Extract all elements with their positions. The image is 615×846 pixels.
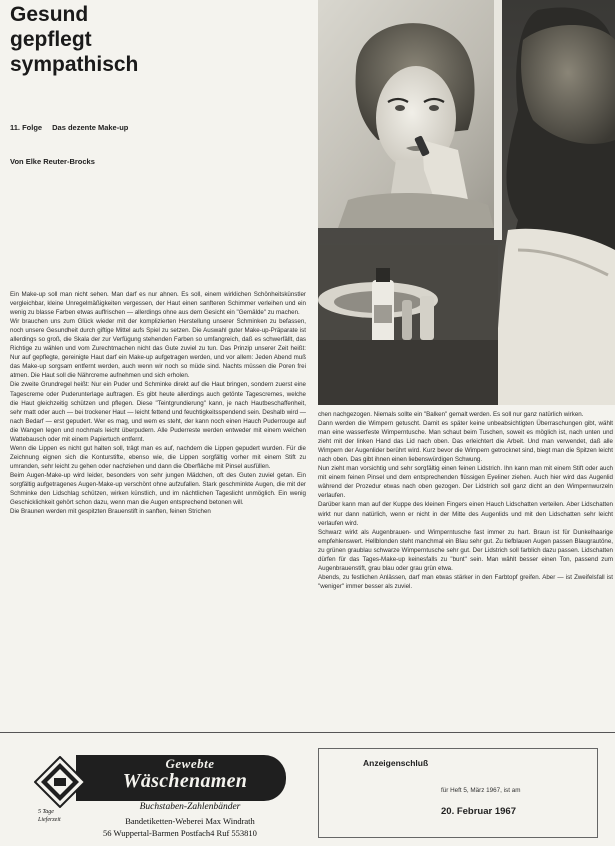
byline: Von Elke Reuter-Brocks <box>10 157 95 166</box>
headline-line-3: sympathisch <box>10 53 139 76</box>
ad-deadline-box <box>318 748 598 838</box>
ad-delivery-time: 5 Tage Lieferzeit <box>38 809 61 823</box>
body-paragraph: Ein Make-up soll man nicht sehen. Man darf es nur ahnen. Es soll, einem wirklichen Schönheitskünstler vergleichbar, kleine Unregelmäßigkeiten vergessen, der Haut einen sanfteren Schimmer verleihen und ein wenig zu blasse Farben etwas auffrischen — allerdings ohne aus dem Gesicht ein "Gemälde" zu machen. <box>10 291 306 317</box>
ad-waeschenamen <box>18 750 286 836</box>
makeup-photo <box>318 0 615 405</box>
body-paragraph: Abends, zu festlichen Anlässen, darf man etwas stärker in den Farbtopf greifen. Aber — ist Zweifelsfall ist "weniger" immer besser als zuviel. <box>318 573 613 590</box>
article-column-left <box>10 290 306 730</box>
deadline-heading: Anzeigenschluß <box>363 758 429 768</box>
deadline-issue: für Heft 5, März 1967, ist am <box>441 787 521 794</box>
body-paragraph: Die Braunen werden mit gespitzten Brauenstift in sanften, feinen Strichen <box>10 508 211 516</box>
headline-line-2: gepflegt <box>10 28 92 51</box>
body-paragraph: Nun zieht man vorsichtig und sehr sorgfältig einen feinen Lidstrich. Ihn kann man mit einem Stift oder auch mit einem feinen Pinsel und dem entsprechenden flüssigen Eyeliner ziehen. Auch hier wird das Augenlid während der Prozedur etwas nach oben gezogen. Der Lidstrich soll ganz dicht an den Wimpernwurzeln verlaufen. <box>318 465 613 500</box>
weaving-logo-icon <box>34 756 86 808</box>
article-column-right <box>318 410 613 730</box>
series-title: Das dezente Make-up <box>52 123 129 132</box>
body-paragraph: Beim Augen-Make-up wird leider, besonders von sehr jungen Mädchen, oft des Guten zuviel getan. Ein sorgfältig aufgetragenes Augen-Make-up verschönt ohne aufzufallen. Stark geschminkte Augen, die mit der Schminke den Lidschlag schützen, wirken künstlich, und im nächtlichen Tageslicht unmöglich. Ein wenig Geschicklichkeit gehört schon dazu, wenn man die Augen entsprechend betonen will. <box>10 471 306 507</box>
article-headline <box>10 2 310 77</box>
deadline-date: 20. Februar 1967 <box>441 806 516 817</box>
body-paragraph: Schwarz wirkt als Augenbrauen- und Wimperntusche fast immer zu hart. Braun ist für Dunkelhaarige empfehlenswert. Hellblonden steht manchmal ein Blau sehr gut. Zu tiefblauen Augen passen Blaugrautöne, zu grünen graublau schwarze Wimperntusche sehr gut. Der Lidstrich soll farblich dazu passen. Lidschatten dürfen für das Tages-Make-up keinesfalls zu "bunt" sein. Man wählt besser einen Ton, passend zum Augenbrauenstift, grau blau oder grau grün etwa. <box>318 528 613 572</box>
series-number: 11. Folge <box>10 123 43 132</box>
section-divider <box>0 732 615 733</box>
body-paragraph: Die zweite Grundregel heißt: Nur ein Puder und Schminke direkt auf die Haut bringen, sondern zuerst eine Tagescreme oder Puderunterlage auftragen. Es gibt heute allerdings auch getönte Tagescremes, welche die Haut gleichzeitig schützen und pflegen. Diese "Teintgrundierung" kann, je nach Hautbeschaffenheit, sehr matt oder auch — bei trockener Haut — leicht fettend und feuchtigkeitsspendend sein. Deshalb wird — nach Bedarf — erst gepudert. Wer es mag, und wem es steht, der kann noch einen Hauch Puderrouge auf die Wangen legen und nochmals leicht überpudern. Alle Puderreste werden entweder mit einem weichen Wattebausch oder mit einem Papiertuch entfernt. <box>10 381 306 443</box>
series-line <box>10 123 128 132</box>
body-paragraph: Wir brauchen uns zum Glück wieder mit der komplizierten Herstellung unserer Schminken zu befassen, noch unsere Gesundheit durch giftige Mittel aufs Spiel zu setzen. Die Auswahl guter Make-up-Präparate ist allerdings so groß, die Skala der zur Verfügung stehenden Farben so umfangreich, daß es schwerfällt, das Richtige zu wählen und vom Zurechtmachen nicht das Gute zuviel zu tun. Das Prinzip unserer Zeit heißt: Nur auf gepflegte, gereinigte Haut darf ein Make-up aufgetragen werden, und vor allem: Jeden Abend muß das Make-up sorgsam entfernt werden, auch wenn wir noch so müde sind. Nachts müssen die Poren frei atmen. Die Haut soll die Nährcreme aufnehmen und sich erholen. <box>10 318 306 380</box>
ad-subtitle: Buchstaben-Zahlenbänder <box>139 802 241 812</box>
body-paragraph: Dann werden die Wimpern getuscht. Damit es später keine unbeabsichtigten Überraschungen gibt, wählt man eine wasserfeste Wimperntusche. Man schaut beim Tuschen, soweit es möglich ist, nach unten und zieht mit der linken Hand das Lid nach oben. Das erleichtert die Arbeit. Und man verwendet, daß alle Wimpern der Augenlider berührt wird. Kurz bevor die Wimpern getrocknet sind, biegt man die Spitzen leicht nach oben. Das gibt ihnen einen liebenswürdigen Schwung. <box>318 420 613 464</box>
body-paragraph: Darüber kann man auf der Kuppe des kleinen Fingers einen Hauch Lidschatten verteilen. Aber Lidschatten wirkt nur dann natürlich, wenn er nicht in der Mitte des Augenlids und mit den Lidschatten sehr leicht verlaufen wird. <box>318 501 613 527</box>
body-paragraph: Wenn die Lippen es nicht gut halten soll, trägt man es auf, nachdem die Lippen gepudert wurden. Für die Zeichnung eignen sich die Konturstifte, ebenso wie, die Lippen sorgfältig vorher mit einem Stift zu umranden, sehr leicht zu gehen oder nachziehen und dann die Oberfläche mit Pinsel ausfüllen. <box>10 444 306 470</box>
ad-title-line-1: Gewebte <box>165 756 215 771</box>
ad-company: Bandetiketten-Weberei Max Windrath <box>125 816 255 826</box>
headline-line-1: Gesund <box>10 3 89 26</box>
body-paragraph: chen nachgezogen. Niemals sollte ein "Balken" gemalt werden. Es soll nur ganz natürlich wirken. <box>318 411 584 418</box>
ad-address: 56 Wuppertal-Barmen Postfach4 Ruf 553810 <box>103 828 257 838</box>
ad-title-line-2: Wäschenamen <box>122 770 248 792</box>
